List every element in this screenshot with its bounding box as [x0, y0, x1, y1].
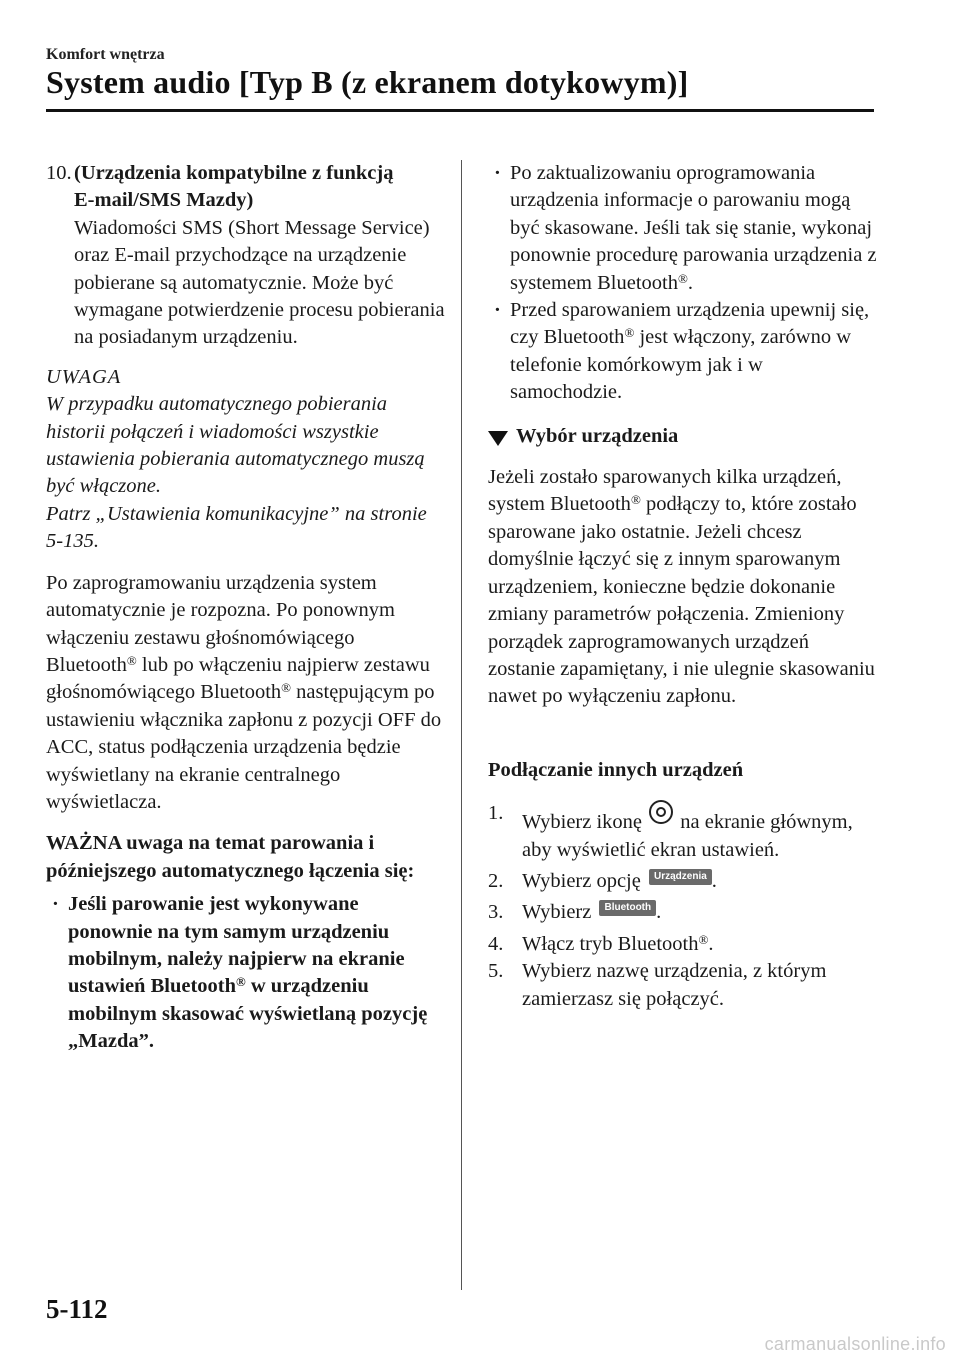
- bluetooth-button: Bluetooth: [599, 900, 656, 916]
- left-column: [46, 160, 446, 1056]
- column-divider: [461, 160, 462, 1290]
- page-number: 5-112: [46, 1294, 108, 1324]
- bullet-item: · Po zaktualizowaniu oprogramowania urządzenia informacje o parowaniu mogą być skasowane. Jeśli tak się stanie, wykonaj ponownie procedurę parowania urządzenia z systemem Bluetooth®.: [494, 162, 877, 294]
- note-label: UWAGA: [46, 365, 122, 388]
- triangle-down-icon: [488, 431, 508, 446]
- watermark: carmanualsonline.info: [764, 1334, 946, 1354]
- bullet-dot: ·: [52, 893, 59, 916]
- page-title: System audio [Typ B (z ekranem dotykowym)]: [46, 64, 689, 100]
- note-reference: Patrz „Ustawienia komunikacyjne” na stronie 5-135.: [46, 502, 427, 553]
- body-paragraph: Po zaprogramowaniu urządzenia system automatycznie je rozpozna. Po ponownym włączeniu zestawu głośnomówiącego Bluetooth® lub po włączeniu najpierw zestawu głośnomówiącego Bluetooth® następującym po ustawieniu włącznika zapłonu z pozycji OFF do ACC, status podłączenia urządzenia będzie wyświetlany na ekranie centralnego wyświetlacza.: [46, 571, 442, 813]
- gear-icon: [649, 800, 673, 824]
- list-item-number: 10.: [46, 162, 72, 184]
- important-heading: WAŻNA uwaga na temat parowania i późniejszego automatycznego łączenia się:: [46, 832, 415, 882]
- note-text: W przypadku automatycznego pobierania historii połączeń i wiadomości wszystkie ustawienia pobierania automatycznego muszą być włączone.: [46, 393, 425, 498]
- bullet-item: · Przed sparowaniem urządzenia upewnij się, czy Bluetooth® jest włączony, zarówno w telefonie komórkowym jak i w samochodzie.: [494, 299, 870, 404]
- body-paragraph: Jeżeli zostało sparowanych kilka urządzeń, system Bluetooth® podłączy to, które zostało sparowane jako ostatnie. Jeżeli chcesz domyślnie łączyć się z innym sparowanym urządzeniem, konieczne będzie dokonanie zmiany parametrów połączenia. Zmieniony porządek zaprogramowanych urządzeń zostanie zapamiętany, i nie ulegnie skasowaniu nawet po wyłączeniu zapłonu.: [488, 466, 875, 708]
- step-item: 5. Wybierz nazwę urządzenia, z którym zamierzasz się połączyć.: [488, 960, 827, 1010]
- bullet-dot: ·: [494, 299, 501, 322]
- header-section-label: Komfort wnętrza: [46, 46, 165, 63]
- devices-button: Urządzenia: [649, 869, 712, 885]
- header-divider: [46, 109, 874, 112]
- right-column: [488, 160, 878, 1013]
- step-item: 2. Wybierz opcję Urządzenia .: [488, 869, 717, 892]
- list-item-text: Wiadomości SMS (Short Message Service) oraz E-mail przychodzące na urządzenie pobierane są automatycznie. Może być wymagane potwierdzenie procesu pobierania na posiadanym urządzeniu.: [74, 216, 445, 349]
- bullet-item: · Jeśli parowanie jest wykonywane ponownie na tym samym urządzeniu mobilnym, należy najpierw na ekranie ustawień Bluetooth® w urządzeniu mobilnym skasować wyświetlaną pozycję „Mazda”.: [52, 893, 428, 1053]
- step-item: 3. Wybierz Bluetooth .: [488, 901, 662, 924]
- steps-list: [488, 800, 878, 1013]
- sub-heading: Podłączanie innych urządzeń: [488, 758, 744, 781]
- bullet-dot: ·: [494, 162, 501, 184]
- step-item: 1. Wybierz ikonę na ekranie głównym, aby wyświetlić ekran ustawień.: [488, 802, 853, 861]
- section-heading: Wybór urządzenia: [488, 423, 878, 450]
- list-item-10: [46, 160, 446, 352]
- list-item-title: (Urządzenia kompatybilne z funkcją E-mail/SMS Mazdy): [74, 162, 394, 212]
- step-item: 4. Włącz tryb Bluetooth®.: [488, 931, 714, 955]
